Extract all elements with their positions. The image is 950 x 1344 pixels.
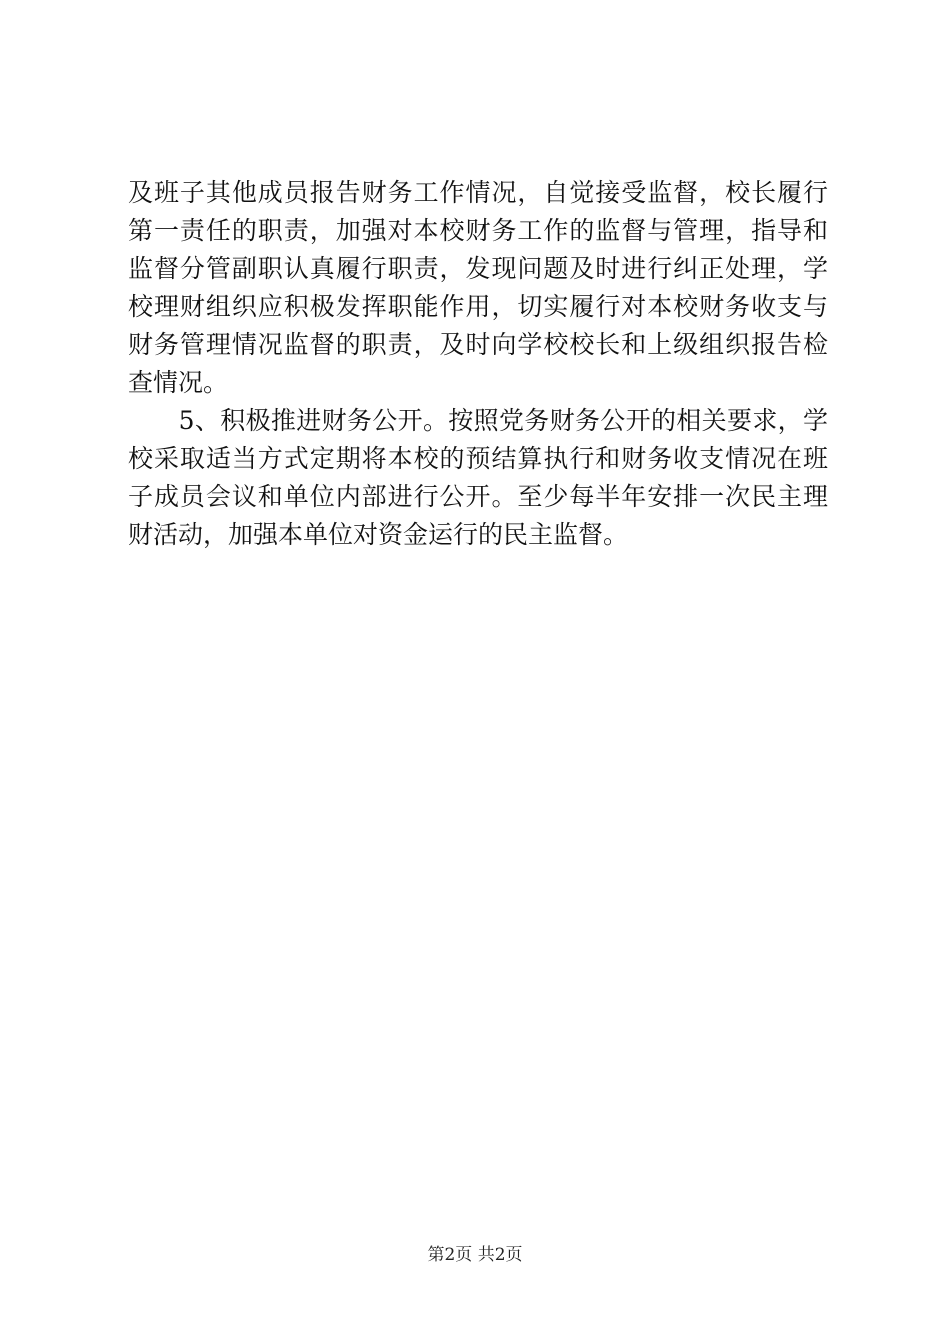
text-line: 监督分管副职认真履行职责，发现问题及时进行纠正处理，学 (128, 254, 828, 283)
text-line: 校采取适当方式定期将本校的预结算执行和财务收支情况在班 (128, 444, 828, 473)
document-body (128, 174, 828, 554)
text-line: 财活动，加强本单位对资金运行的民主监督。 (128, 520, 629, 549)
text-line: 第一责任的职责，加强对本校财务工作的监督与管理，指导和 (128, 216, 828, 245)
text-line: 财务管理情况监督的职责，及时向学校校长和上级组织报告检 (128, 330, 828, 359)
text-line: 5、积极推进财务公开。按照党务财务公开的相关要求，学 (128, 406, 828, 435)
text-line: 校理财组织应积极发挥职能作用，切实履行对本校财务收支与 (128, 292, 828, 321)
text-line: 查情况。 (128, 368, 229, 397)
text-line: 及班子其他成员报告财务工作情况，自觉接受监督，校长履行 (128, 178, 828, 207)
text-line: 子成员会议和单位内部进行公开。至少每半年安排一次民主理 (128, 482, 828, 511)
page-footer: 第2页 共2页 (427, 1245, 523, 1265)
